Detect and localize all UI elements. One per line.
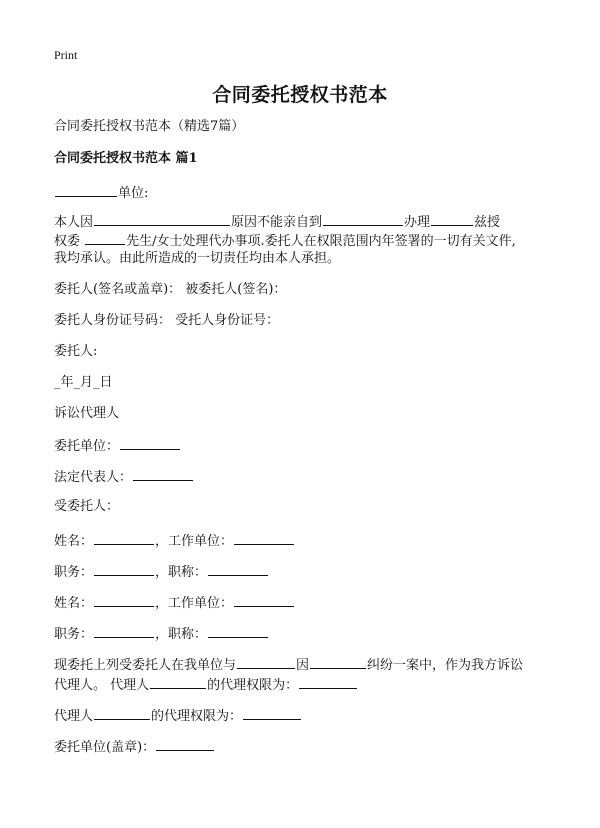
blank-field <box>85 231 125 245</box>
principal-unit-line: 委托单位： <box>54 436 181 456</box>
paragraph-line: 代理人。 代理人 的代理权限为： <box>54 675 358 695</box>
unit-label: 单位: <box>118 186 149 201</box>
paragraph-line: 现委托上列受委托人在我单位与 因 纠纷一案中，作为我方诉讼 <box>54 655 523 675</box>
blank-field <box>94 624 154 638</box>
subtitle: 合同委托授权书范本（精选7篇） <box>54 119 245 134</box>
section-heading: 合同委托授权书范本 篇1 <box>54 151 198 166</box>
blank-field <box>94 212 230 226</box>
blank-field <box>208 624 268 638</box>
blank-field <box>243 706 301 720</box>
principal-line: 委托人: <box>54 344 98 359</box>
agent-name-line: 姓名： ，工作单位： <box>54 593 295 613</box>
agent-label: 受委托人： <box>54 499 120 514</box>
litigation-heading: 诉讼代理人 <box>54 406 120 421</box>
paragraph-line: 本人因 原因不能亲自到 办理 兹授 <box>54 212 500 232</box>
blank-field <box>94 531 154 545</box>
agent-scope-line: 代理人 的代理权限为： <box>54 706 302 726</box>
id-line: 委托人身份证号码： 受托人身份证号： <box>54 313 280 328</box>
sign-line: 委托人(签名或盖章)： 被委托人(签名)： <box>54 282 287 297</box>
blank-field <box>234 531 294 545</box>
blank-field <box>208 562 268 576</box>
agent-name-line: 姓名： ，工作单位： <box>54 531 295 551</box>
date-line: _年_月_日 <box>54 375 113 390</box>
blank-field <box>94 593 154 607</box>
paragraph-line: 权委 先生/女士处理代办事项.委托人在权限范围内年签署的一切有关文件, <box>54 231 516 251</box>
blank-field <box>150 675 206 689</box>
agent-position-line: 职务： ，职称： <box>54 624 269 644</box>
blank-field <box>310 655 366 669</box>
blank-field <box>94 562 154 576</box>
blank-field <box>431 212 473 226</box>
print-label: Print <box>54 48 78 62</box>
blank-field <box>94 706 150 720</box>
blank-field <box>237 655 295 669</box>
unit-line <box>54 183 148 203</box>
page-title: 合同委托授权书范本 <box>212 84 388 106</box>
blank-field <box>156 737 214 751</box>
blank-field <box>323 212 403 226</box>
legal-rep-line: 法定代表人： <box>54 467 194 487</box>
seal-line: 委托单位(盖章)： <box>54 737 215 757</box>
blank-field <box>133 467 193 481</box>
blank-field <box>299 675 357 689</box>
blank-field <box>55 183 117 197</box>
agent-position-line: 职务： ，职称： <box>54 562 269 582</box>
paragraph-line: 我均承认。由此所造成的一切责任均由本人承担。 <box>54 251 341 266</box>
blank-field <box>120 436 180 450</box>
blank-field <box>234 593 294 607</box>
